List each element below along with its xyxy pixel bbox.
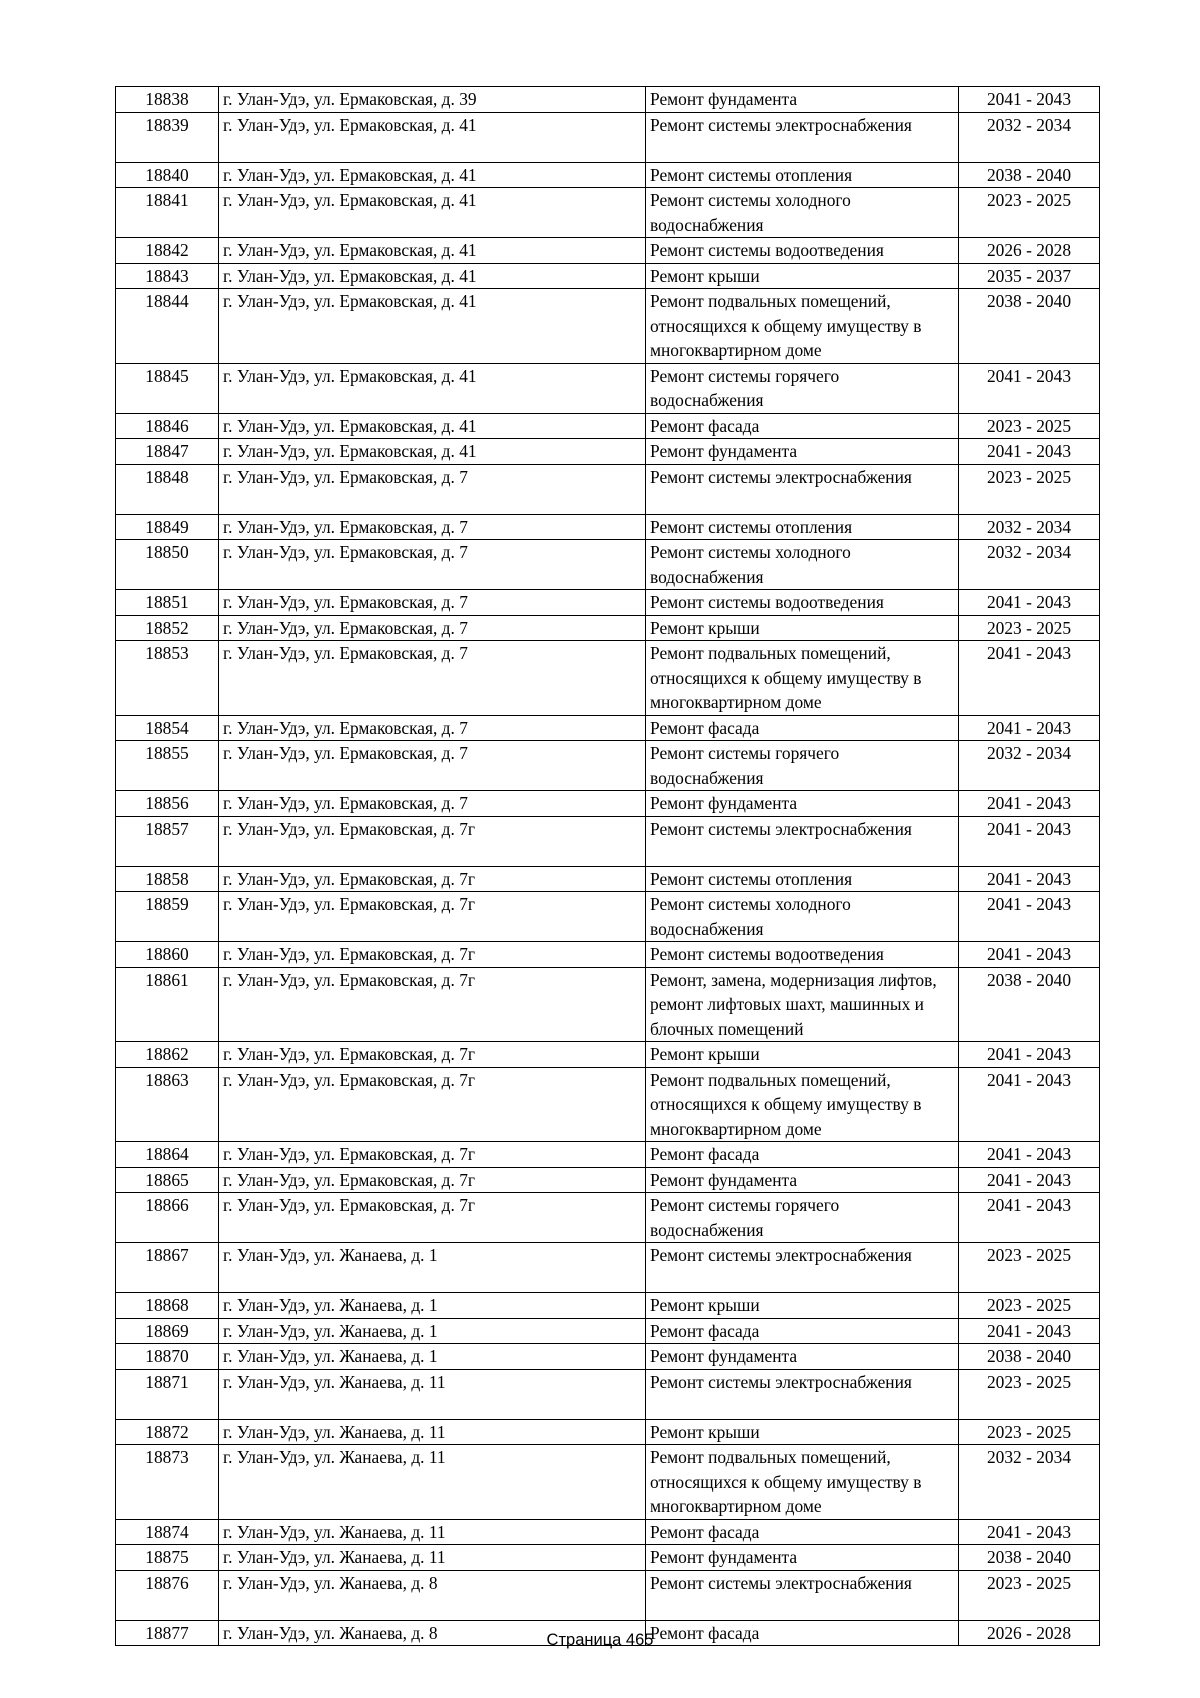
work-type-cell: Ремонт системы холодного водоснабжения (646, 188, 959, 238)
table-row (116, 590, 1100, 616)
table-row (116, 1419, 1100, 1445)
years-cell: 2041 - 2043 (959, 791, 1100, 817)
row-number-cell: 18877 (116, 1620, 219, 1646)
address-cell: г. Улан-Удэ, ул. Жанаева, д. 8 (219, 1620, 646, 1646)
work-type-cell: Ремонт фасада (646, 1142, 959, 1168)
years-cell: 2032 - 2034 (959, 741, 1100, 791)
address-cell: г. Улан-Удэ, ул. Ермаковская, д. 7г (219, 1142, 646, 1168)
address-cell: г. Улан-Удэ, ул. Жанаева, д. 11 (219, 1419, 646, 1445)
address-cell: г. Улан-Удэ, ул. Жанаева, д. 11 (219, 1369, 646, 1419)
work-type-cell: Ремонт системы отопления (646, 514, 959, 540)
work-type-cell: Ремонт крыши (646, 1419, 959, 1445)
years-cell: 2041 - 2043 (959, 641, 1100, 716)
address-cell: г. Улан-Удэ, ул. Ермаковская, д. 7 (219, 464, 646, 514)
address-cell: г. Улан-Удэ, ул. Ермаковская, д. 41 (219, 439, 646, 465)
work-type-cell: Ремонт фундамента (646, 1344, 959, 1370)
table-row (116, 615, 1100, 641)
years-cell: 2032 - 2034 (959, 540, 1100, 590)
table-row (116, 1293, 1100, 1319)
work-type-cell: Ремонт подвальных помещений, относящихся к общему имуществу в многоквартирном доме (646, 289, 959, 364)
work-type-cell: Ремонт системы электроснабжения (646, 464, 959, 514)
work-type-cell: Ремонт фасада (646, 413, 959, 439)
table-row (116, 464, 1100, 514)
years-cell: 2041 - 2043 (959, 892, 1100, 942)
row-number-cell: 18869 (116, 1318, 219, 1344)
row-number-cell: 18872 (116, 1419, 219, 1445)
table-row (116, 514, 1100, 540)
row-number-cell: 18854 (116, 715, 219, 741)
work-type-cell: Ремонт системы электроснабжения (646, 1369, 959, 1419)
address-cell: г. Улан-Удэ, ул. Ермаковская, д. 41 (219, 238, 646, 264)
work-type-cell: Ремонт системы горячего водоснабжения (646, 1193, 959, 1243)
row-number-cell: 18875 (116, 1545, 219, 1571)
row-number-cell: 18860 (116, 942, 219, 968)
row-number-cell: 18839 (116, 112, 219, 162)
table-row (116, 715, 1100, 741)
row-number-cell: 18844 (116, 289, 219, 364)
work-type-cell: Ремонт системы холодного водоснабжения (646, 892, 959, 942)
table-row (116, 1193, 1100, 1243)
table-row (116, 967, 1100, 1042)
years-cell: 2023 - 2025 (959, 1243, 1100, 1293)
table-row (116, 866, 1100, 892)
years-cell: 2041 - 2043 (959, 715, 1100, 741)
years-cell: 2023 - 2025 (959, 1369, 1100, 1419)
work-type-cell: Ремонт фундамента (646, 439, 959, 465)
row-number-cell: 18842 (116, 238, 219, 264)
table-row (116, 363, 1100, 413)
row-number-cell: 18850 (116, 540, 219, 590)
row-number-cell: 18863 (116, 1067, 219, 1142)
row-number-cell: 18865 (116, 1167, 219, 1193)
row-number-cell: 18858 (116, 866, 219, 892)
address-cell: г. Улан-Удэ, ул. Ермаковская, д. 7 (219, 791, 646, 817)
years-cell: 2041 - 2043 (959, 1193, 1100, 1243)
years-cell: 2023 - 2025 (959, 1293, 1100, 1319)
table-row (116, 87, 1100, 113)
table-row (116, 816, 1100, 866)
work-type-cell: Ремонт фундамента (646, 1545, 959, 1571)
address-cell: г. Улан-Удэ, ул. Жанаева, д. 1 (219, 1344, 646, 1370)
table-row (116, 1519, 1100, 1545)
address-cell: г. Улан-Удэ, ул. Ермаковская, д. 7 (219, 514, 646, 540)
table-row (116, 1570, 1100, 1620)
table-row (116, 741, 1100, 791)
work-type-cell: Ремонт системы водоотведения (646, 942, 959, 968)
table-row (116, 641, 1100, 716)
work-type-cell: Ремонт фундамента (646, 1167, 959, 1193)
row-number-cell: 18861 (116, 967, 219, 1042)
years-cell: 2038 - 2040 (959, 1344, 1100, 1370)
row-number-cell: 18838 (116, 87, 219, 113)
repair-schedule-table (115, 86, 1100, 1646)
address-cell: г. Улан-Удэ, ул. Ермаковская, д. 7г (219, 1167, 646, 1193)
work-type-cell: Ремонт системы горячего водоснабжения (646, 741, 959, 791)
work-type-cell: Ремонт системы электроснабжения (646, 1570, 959, 1620)
address-cell: г. Улан-Удэ, ул. Ермаковская, д. 41 (219, 289, 646, 364)
years-cell: 2041 - 2043 (959, 1519, 1100, 1545)
address-cell: г. Улан-Удэ, ул. Ермаковская, д. 7 (219, 741, 646, 791)
row-number-cell: 18841 (116, 188, 219, 238)
years-cell: 2026 - 2028 (959, 1620, 1100, 1646)
row-number-cell: 18859 (116, 892, 219, 942)
table-row (116, 1243, 1100, 1293)
table-row (116, 112, 1100, 162)
row-number-cell: 18852 (116, 615, 219, 641)
work-type-cell: Ремонт системы электроснабжения (646, 816, 959, 866)
row-number-cell: 18862 (116, 1042, 219, 1068)
work-type-cell: Ремонт системы электроснабжения (646, 1243, 959, 1293)
work-type-cell: Ремонт подвальных помещений, относящихся к общему имуществу в многоквартирном доме (646, 641, 959, 716)
address-cell: г. Улан-Удэ, ул. Ермаковская, д. 41 (219, 162, 646, 188)
years-cell: 2023 - 2025 (959, 413, 1100, 439)
years-cell: 2023 - 2025 (959, 1570, 1100, 1620)
row-number-cell: 18874 (116, 1519, 219, 1545)
row-number-cell: 18864 (116, 1142, 219, 1168)
row-number-cell: 18876 (116, 1570, 219, 1620)
table-row (116, 1445, 1100, 1520)
years-cell: 2041 - 2043 (959, 866, 1100, 892)
years-cell: 2023 - 2025 (959, 464, 1100, 514)
table-row (116, 942, 1100, 968)
years-cell: 2041 - 2043 (959, 942, 1100, 968)
work-type-cell: Ремонт фасада (646, 1519, 959, 1545)
row-number-cell: 18868 (116, 1293, 219, 1319)
row-number-cell: 18843 (116, 263, 219, 289)
address-cell: г. Улан-Удэ, ул. Жанаева, д. 11 (219, 1519, 646, 1545)
table-row (116, 540, 1100, 590)
address-cell: г. Улан-Удэ, ул. Жанаева, д. 11 (219, 1545, 646, 1571)
years-cell: 2041 - 2043 (959, 439, 1100, 465)
work-type-cell: Ремонт крыши (646, 1042, 959, 1068)
work-type-cell: Ремонт системы отопления (646, 866, 959, 892)
years-cell: 2041 - 2043 (959, 87, 1100, 113)
table-row (116, 1167, 1100, 1193)
row-number-cell: 18851 (116, 590, 219, 616)
address-cell: г. Улан-Удэ, ул. Жанаева, д. 1 (219, 1293, 646, 1319)
address-cell: г. Улан-Удэ, ул. Жанаева, д. 1 (219, 1318, 646, 1344)
address-cell: г. Улан-Удэ, ул. Ермаковская, д. 7г (219, 942, 646, 968)
work-type-cell: Ремонт крыши (646, 1293, 959, 1319)
row-number-cell: 18856 (116, 791, 219, 817)
row-number-cell: 18847 (116, 439, 219, 465)
years-cell: 2023 - 2025 (959, 1419, 1100, 1445)
table-row (116, 1042, 1100, 1068)
address-cell: г. Улан-Удэ, ул. Ермаковская, д. 41 (219, 112, 646, 162)
table-row (116, 289, 1100, 364)
years-cell: 2041 - 2043 (959, 590, 1100, 616)
years-cell: 2032 - 2034 (959, 112, 1100, 162)
years-cell: 2023 - 2025 (959, 615, 1100, 641)
work-type-cell: Ремонт крыши (646, 615, 959, 641)
years-cell: 2041 - 2043 (959, 363, 1100, 413)
address-cell: г. Улан-Удэ, ул. Ермаковская, д. 7г (219, 967, 646, 1042)
work-type-cell: Ремонт подвальных помещений, относящихся к общему имуществу в многоквартирном доме (646, 1445, 959, 1520)
address-cell: г. Улан-Удэ, ул. Ермаковская, д. 41 (219, 413, 646, 439)
address-cell: г. Улан-Удэ, ул. Ермаковская, д. 39 (219, 87, 646, 113)
years-cell: 2038 - 2040 (959, 162, 1100, 188)
years-cell: 2026 - 2028 (959, 238, 1100, 264)
row-number-cell: 18840 (116, 162, 219, 188)
work-type-cell: Ремонт фасада (646, 1620, 959, 1646)
table-row (116, 1318, 1100, 1344)
table-row (116, 1545, 1100, 1571)
address-cell: г. Улан-Удэ, ул. Ермаковская, д. 7 (219, 641, 646, 716)
years-cell: 2023 - 2025 (959, 188, 1100, 238)
row-number-cell: 18871 (116, 1369, 219, 1419)
work-type-cell: Ремонт фасада (646, 715, 959, 741)
years-cell: 2041 - 2043 (959, 1142, 1100, 1168)
work-type-cell: Ремонт системы водоотведения (646, 238, 959, 264)
address-cell: г. Улан-Удэ, ул. Ермаковская, д. 7г (219, 866, 646, 892)
address-cell: г. Улан-Удэ, ул. Ермаковская, д. 7г (219, 1042, 646, 1068)
row-number-cell: 18867 (116, 1243, 219, 1293)
address-cell: г. Улан-Удэ, ул. Жанаева, д. 1 (219, 1243, 646, 1293)
years-cell: 2032 - 2034 (959, 514, 1100, 540)
address-cell: г. Улан-Удэ, ул. Ермаковская, д. 41 (219, 188, 646, 238)
table-row (116, 238, 1100, 264)
address-cell: г. Улан-Удэ, ул. Ермаковская, д. 41 (219, 263, 646, 289)
work-type-cell: Ремонт системы электроснабжения (646, 112, 959, 162)
work-type-cell: Ремонт фундамента (646, 791, 959, 817)
address-cell: г. Улан-Удэ, ул. Ермаковская, д. 7 (219, 615, 646, 641)
work-type-cell: Ремонт крыши (646, 263, 959, 289)
table-row (116, 162, 1100, 188)
row-number-cell: 18873 (116, 1445, 219, 1520)
table-row (116, 892, 1100, 942)
address-cell: г. Улан-Удэ, ул. Ермаковская, д. 7г (219, 1193, 646, 1243)
work-type-cell: Ремонт системы отопления (646, 162, 959, 188)
years-cell: 2041 - 2043 (959, 816, 1100, 866)
address-cell: г. Улан-Удэ, ул. Ермаковская, д. 41 (219, 363, 646, 413)
address-cell: г. Улан-Удэ, ул. Ермаковская, д. 7 (219, 715, 646, 741)
row-number-cell: 18870 (116, 1344, 219, 1370)
page-number: Страница 465 (546, 1631, 654, 1649)
address-cell: г. Улан-Удэ, ул. Жанаева, д. 8 (219, 1570, 646, 1620)
row-number-cell: 18846 (116, 413, 219, 439)
table-row (116, 263, 1100, 289)
work-type-cell: Ремонт системы водоотведения (646, 590, 959, 616)
address-cell: г. Улан-Удэ, ул. Ермаковская, д. 7 (219, 590, 646, 616)
years-cell: 2038 - 2040 (959, 1545, 1100, 1571)
row-number-cell: 18849 (116, 514, 219, 540)
address-cell: г. Улан-Удэ, ул. Ермаковская, д. 7г (219, 816, 646, 866)
address-cell: г. Улан-Удэ, ул. Ермаковская, д. 7 (219, 540, 646, 590)
table-body (116, 87, 1100, 1646)
years-cell: 2041 - 2043 (959, 1042, 1100, 1068)
row-number-cell: 18866 (116, 1193, 219, 1243)
table-row (116, 413, 1100, 439)
work-type-cell: Ремонт, замена, модернизация лифтов, ремонт лифтовых шахт, машинных и блочных помещений (646, 967, 959, 1042)
years-cell: 2041 - 2043 (959, 1067, 1100, 1142)
years-cell: 2041 - 2043 (959, 1167, 1100, 1193)
address-cell: г. Улан-Удэ, ул. Жанаева, д. 11 (219, 1445, 646, 1520)
table-row (116, 1142, 1100, 1168)
work-type-cell: Ремонт фундамента (646, 87, 959, 113)
address-cell: г. Улан-Удэ, ул. Ермаковская, д. 7г (219, 892, 646, 942)
row-number-cell: 18845 (116, 363, 219, 413)
work-type-cell: Ремонт фасада (646, 1318, 959, 1344)
years-cell: 2038 - 2040 (959, 967, 1100, 1042)
years-cell: 2035 - 2037 (959, 263, 1100, 289)
work-type-cell: Ремонт системы холодного водоснабжения (646, 540, 959, 590)
work-type-cell: Ремонт подвальных помещений, относящихся к общему имуществу в многоквартирном доме (646, 1067, 959, 1142)
address-cell: г. Улан-Удэ, ул. Ермаковская, д. 7г (219, 1067, 646, 1142)
row-number-cell: 18855 (116, 741, 219, 791)
table-row (116, 1067, 1100, 1142)
table-row (116, 188, 1100, 238)
work-type-cell: Ремонт системы горячего водоснабжения (646, 363, 959, 413)
row-number-cell: 18857 (116, 816, 219, 866)
table-row (116, 791, 1100, 817)
table-row (116, 1369, 1100, 1419)
table-row (116, 1344, 1100, 1370)
row-number-cell: 18853 (116, 641, 219, 716)
years-cell: 2041 - 2043 (959, 1318, 1100, 1344)
years-cell: 2038 - 2040 (959, 289, 1100, 364)
row-number-cell: 18848 (116, 464, 219, 514)
table-row (116, 439, 1100, 465)
years-cell: 2032 - 2034 (959, 1445, 1100, 1520)
